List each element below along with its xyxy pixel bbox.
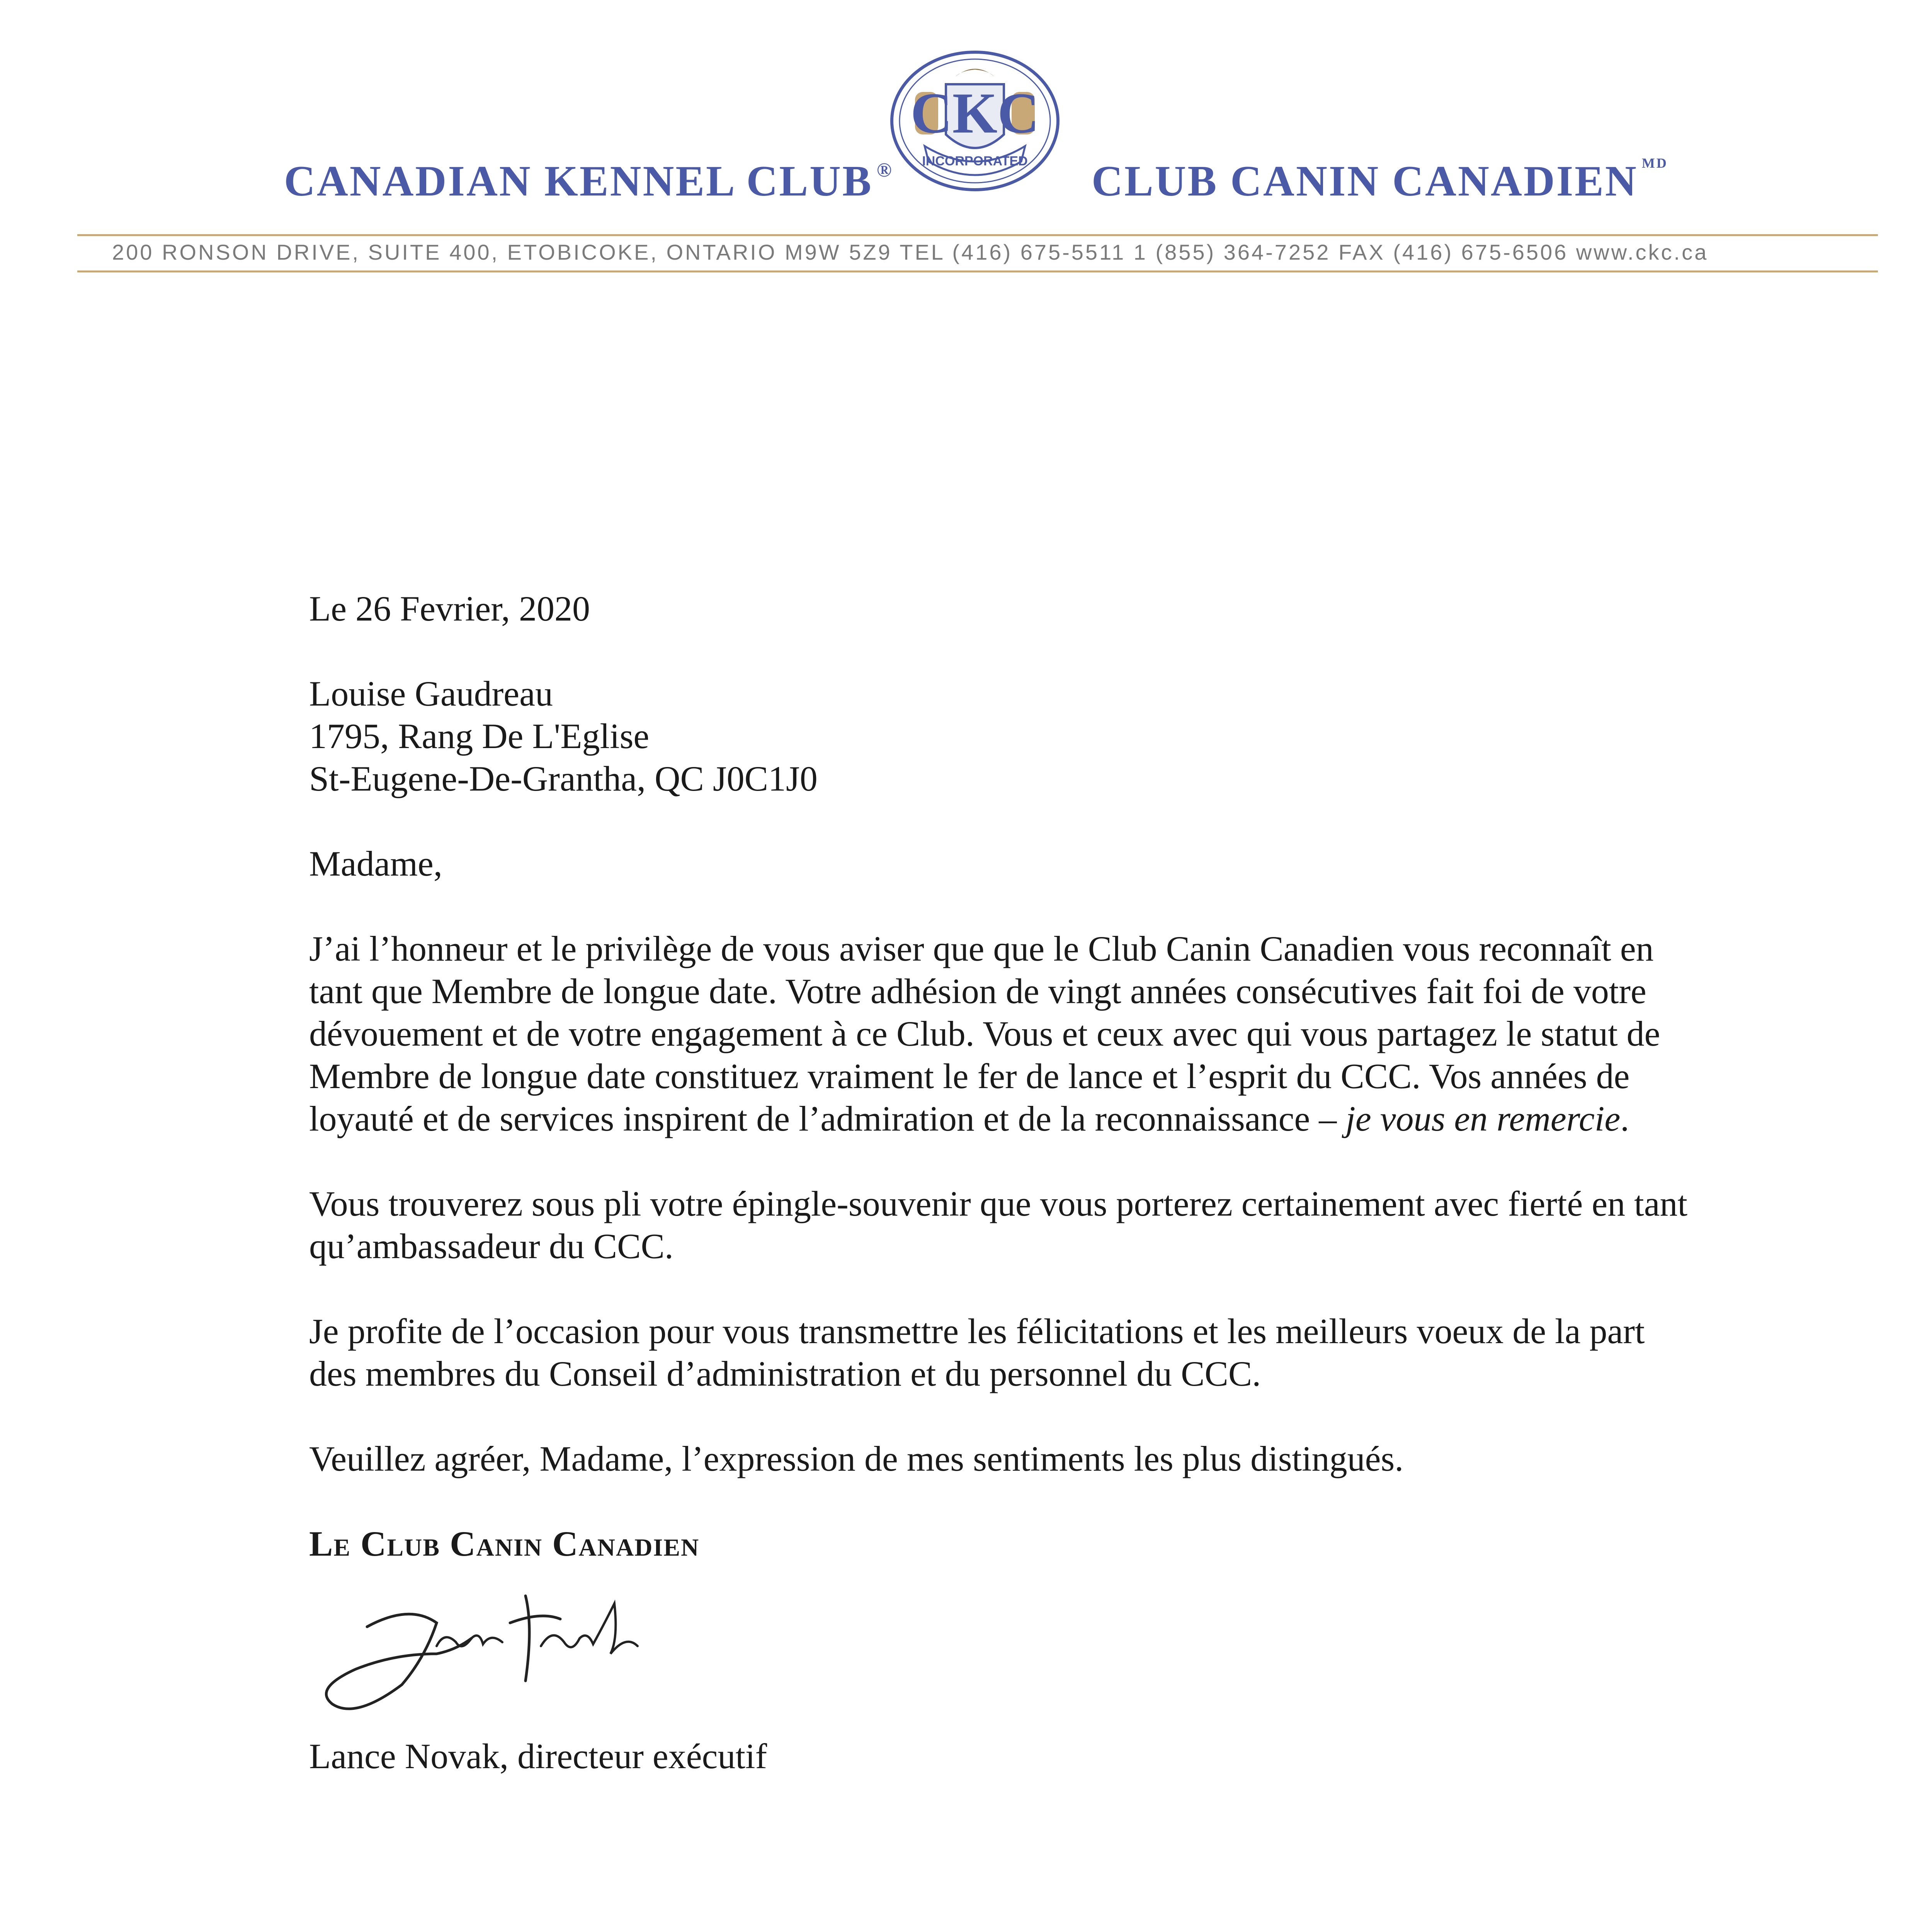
org-name-english: CANADIAN KENNEL CLUB ® [284,157,893,205]
letter-date: Le 26 Fevrier, 2020 [309,589,590,628]
recipient-name: Louise Gaudreau [309,674,553,713]
paragraph-1-italic: je vous en remercie [1345,1099,1621,1138]
paragraph-3: Je profite de l’occasion pour vous transmettre les félicitations et les meilleurs voeux de la part des membres du Conseil d’administration et du personnel du CCC. [309,1311,1645,1393]
paragraph-2: Vous trouverez sous pli votre épingle-souvenir que vous porterez certainement avec fierté en tant qu’ambassadeur du CCC. [309,1184,1688,1266]
letter-body [309,587,1700,1777]
handwritten-signature [309,1580,657,1727]
seal-monogram: CKC [910,81,1039,145]
letterhead-address: 200 RONSON DRIVE, SUITE 400, ETOBICOKE, ONTARIO M9W 5Z9 TEL (416) 675-5511 1 (855) 364-7252 FAX (416) 675-6506 www.ckc.ca [112,240,1709,264]
md-mark: MD [1641,155,1668,171]
letterhead [0,0,1932,278]
club-seal-logo [888,49,1062,192]
signer-name-title: Lance Novak, directeur exécutif [309,1736,767,1776]
registered-mark: ® [876,159,893,181]
recipient-city: St-Eugene-De-Grantha, QC J0C1J0 [309,759,818,798]
paragraph-1: J’ai l’honneur et le privilège de vous aviser que que le Club Canin Canadien vous reconnaît en tant que Membre de longue date. Votre adhésion de vingt années consécutives fait foi de votre dévouement et de votre engagement à ce Club. Vous et ceux avec qui vous partagez le statut de Membre de longue date constituez vraiment le fer de lance et l’esprit du CCC. Vos années de loyauté et de services inspirent de l’admiration et de la reconnaissance – je vous en remercie. [309,929,1660,1138]
seal-banner-text: INCORPORATED [922,154,1028,168]
signature-organization: Le Club Canin Canadien [309,1524,700,1563]
recipient-street: 1795, Rang De L'Eglise [309,716,650,756]
recipient-address [309,672,1700,800]
org-name-french: CLUB CANIN CANADIEN $^{MD}$ [1092,155,1668,205]
letterhead-rule-bottom [77,270,1878,272]
closing-formula: Veuillez agréer, Madame, l’expression de mes sentiments les plus distingués. [309,1439,1404,1478]
letterhead-rule-top [77,234,1878,236]
salutation: Madame, [309,844,442,883]
